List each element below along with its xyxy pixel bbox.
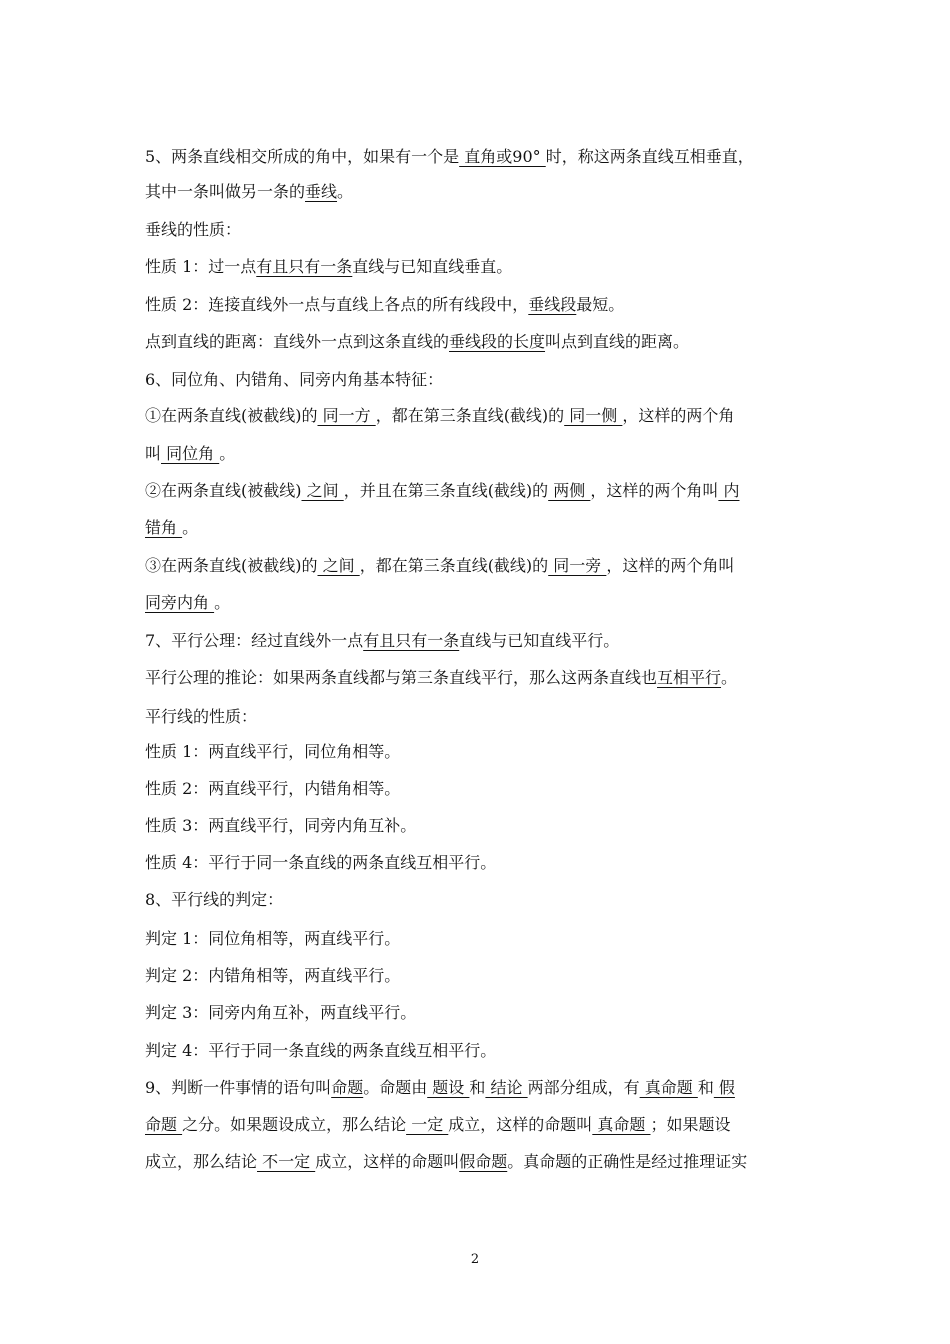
underlined-answer: 同一旁 xyxy=(548,556,607,575)
text-segment: 成立，这样的命题叫 xyxy=(448,1115,593,1134)
underlined-answer: 真命题 xyxy=(639,1078,698,1097)
text-segment: 平行线的性质： xyxy=(145,707,258,726)
text-segment: 。 xyxy=(721,668,738,687)
text-segment: 8、平行线的判定： xyxy=(145,890,284,909)
text-segment: 性质 2：两直线平行，内错角相等。 xyxy=(145,779,401,798)
text-segment: 。 xyxy=(337,182,354,201)
underlined-answer: 假 xyxy=(713,1078,735,1097)
text-line xyxy=(145,294,624,316)
underlined-answer: 真命题 xyxy=(592,1115,651,1134)
text-segment: 性质 1：两直线平行，同位角相等。 xyxy=(145,742,401,761)
text-segment: ，这样的两个角叫 xyxy=(590,481,719,500)
underlined-answer: 同一方 xyxy=(317,406,376,425)
text-segment: ①在两条直线(被截线)的 xyxy=(145,406,318,425)
text-segment: ②在两条直线(被截线) xyxy=(145,481,302,500)
text-segment: 最短。 xyxy=(576,295,625,314)
underlined-answer: 有且只有一条 xyxy=(256,257,353,276)
text-segment: 判定 1：同位角相等，两直线平行。 xyxy=(145,929,401,948)
text-segment: 直线与已知直线垂直。 xyxy=(352,257,513,276)
text-segment: 和 xyxy=(697,1078,714,1097)
text-line xyxy=(145,1040,496,1062)
text-line xyxy=(145,181,353,203)
underlined-answer: 结论 xyxy=(485,1078,528,1097)
text-segment: 其中一条叫做另一条的 xyxy=(145,182,306,201)
text-line xyxy=(145,741,400,763)
underlined-answer: 垂线段的长度 xyxy=(449,332,546,351)
text-segment: ；如果题设 xyxy=(650,1115,731,1134)
text-segment: 。 xyxy=(214,593,231,612)
text-segment: 5、两条直线相交所成的角中，如果有一个是 xyxy=(145,147,460,166)
text-segment: 性质 2：连接直线外一点与直线上各点的所有线段中， xyxy=(145,295,529,314)
text-line xyxy=(145,1077,735,1099)
text-segment: ，并且在第三条直线(截线)的 xyxy=(343,481,549,500)
underlined-answer: 垂线 xyxy=(305,182,338,201)
underlined-answer: 假命题 xyxy=(459,1152,508,1171)
page-number: 2 xyxy=(470,1252,480,1267)
text-line xyxy=(145,256,512,278)
text-line xyxy=(145,889,283,911)
text-segment: 性质 3：两直线平行，同旁内角互补。 xyxy=(145,816,417,835)
underlined-answer: 同旁内角 xyxy=(145,593,215,612)
underlined-answer: 同一侧 xyxy=(564,406,623,425)
text-segment: ，这样的两个角 xyxy=(622,406,735,425)
text-segment: 判定 2：内错角相等，两直线平行。 xyxy=(145,966,401,985)
text-line xyxy=(145,1002,416,1024)
underlined-answer: 互相平行 xyxy=(657,668,722,687)
text-line xyxy=(145,706,257,728)
text-line xyxy=(145,369,443,391)
text-segment: 判定 3：同旁内角互补，两直线平行。 xyxy=(145,1003,417,1022)
text-line xyxy=(145,630,619,652)
text-segment: 。真命题的正确性是经过推理证实 xyxy=(507,1152,748,1171)
text-line xyxy=(145,443,235,465)
text-segment: 平行公理的推论：如果两条直线都与第三条直线平行，那么这两条直线也 xyxy=(145,668,658,687)
text-segment: 性质 4：平行于同一条直线的两条直线互相平行。 xyxy=(145,853,497,872)
text-segment: ，都在第三条直线(截线)的 xyxy=(375,406,565,425)
underlined-answer: 不一定 xyxy=(257,1152,316,1171)
text-segment: 。 xyxy=(219,444,236,463)
text-segment: 9、判断一件事情的语句叫 xyxy=(145,1078,332,1097)
text-segment: 判定 4：平行于同一条直线的两条直线互相平行。 xyxy=(145,1041,497,1060)
underlined-answer: 命题 xyxy=(331,1078,364,1097)
text-segment: 成立，那么结论 xyxy=(145,1152,258,1171)
text-segment: 。命题由 xyxy=(363,1078,428,1097)
text-segment: 叫 xyxy=(145,444,162,463)
underlined-answer: 直角或90° xyxy=(459,147,546,166)
underlined-answer: 之间 xyxy=(301,481,344,500)
text-segment: ，这样的两个角叫 xyxy=(606,556,735,575)
text-line xyxy=(145,815,416,837)
text-segment: 垂线的性质： xyxy=(145,220,242,239)
text-line xyxy=(145,405,734,427)
underlined-answer: 错角 xyxy=(145,518,183,537)
underlined-answer: 内 xyxy=(718,481,740,500)
text-segment: 点到直线的距离：直线外一点到这条直线的 xyxy=(145,332,450,351)
text-line xyxy=(145,778,400,800)
underlined-answer: 有且只有一条 xyxy=(363,631,460,650)
text-line xyxy=(145,592,230,614)
text-line xyxy=(145,555,734,577)
text-segment: 时，称这两条直线互相垂直， xyxy=(545,147,754,166)
text-line xyxy=(145,667,737,689)
text-line xyxy=(145,852,496,874)
underlined-answer: 命题 xyxy=(145,1115,183,1134)
text-line xyxy=(145,219,241,241)
text-line xyxy=(145,517,198,539)
text-line xyxy=(145,146,754,168)
text-segment: 6、同位角、内错角、同旁内角基本特征： xyxy=(145,370,444,389)
text-segment: 叫点到直线的距离。 xyxy=(545,332,690,351)
text-segment: 7、平行公理：经过直线外一点 xyxy=(145,631,364,650)
text-line xyxy=(145,1114,731,1136)
text-segment: 直线与已知直线平行。 xyxy=(459,631,620,650)
text-segment: 。 xyxy=(182,518,199,537)
text-segment: 成立，这样的命题叫 xyxy=(315,1152,460,1171)
text-line xyxy=(145,928,400,950)
text-segment: 和 xyxy=(469,1078,486,1097)
text-segment: ，都在第三条直线(截线)的 xyxy=(359,556,549,575)
underlined-answer: 垂线段 xyxy=(528,295,577,314)
underlined-answer: 同位角 xyxy=(161,444,220,463)
underlined-answer: 之间 xyxy=(317,556,360,575)
text-segment: 之分。如果题设成立，那么结论 xyxy=(182,1115,407,1134)
underlined-answer: 两侧 xyxy=(548,481,591,500)
text-line xyxy=(145,965,400,987)
text-line xyxy=(145,331,689,353)
text-line xyxy=(145,480,739,502)
underlined-answer: 题设 xyxy=(427,1078,470,1097)
text-segment: 性质 1：过一点 xyxy=(145,257,257,276)
text-segment: ③在两条直线(被截线)的 xyxy=(145,556,318,575)
text-line xyxy=(145,1151,747,1173)
text-segment: 两部分组成，有 xyxy=(527,1078,640,1097)
underlined-answer: 一定 xyxy=(406,1115,449,1134)
